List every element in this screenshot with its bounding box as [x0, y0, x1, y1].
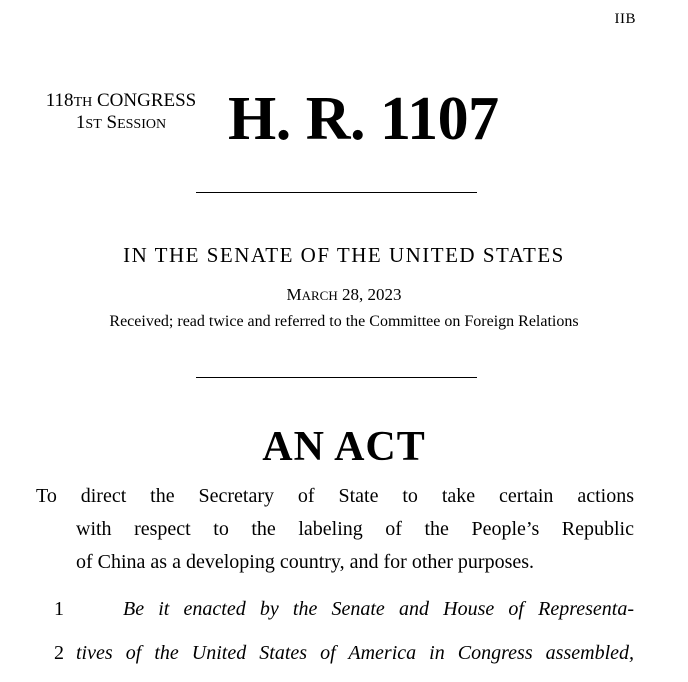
- purpose-line-1: To direct the Secretary of State to take certain actions: [36, 485, 634, 507]
- congress-number: 118: [45, 90, 74, 111]
- date-day-year: 28, 2023: [342, 285, 402, 304]
- act-title: AN ACT: [262, 424, 426, 470]
- session-number: 1: [75, 112, 86, 133]
- session-label-rest: ESSION: [117, 117, 167, 132]
- divider-top: [196, 192, 477, 193]
- congress-line: [36, 91, 206, 113]
- divider-bottom: [196, 377, 477, 378]
- line-number: 2: [54, 642, 64, 664]
- congress-session-block: [36, 91, 206, 135]
- print-code: IIB: [614, 11, 636, 27]
- purpose-line-2: with respect to the labeling of the People’s Republic: [76, 518, 634, 540]
- referral-text: Received; read twice and referred to the Committee on Foreign Relations: [109, 313, 579, 330]
- enacting-text: Be it enacted by the Senate and House of Representa-: [123, 598, 634, 620]
- purpose-line-3: of China as a developing country, and for other purposes.: [76, 551, 535, 573]
- line-number: 1: [54, 598, 64, 620]
- session-line: [36, 113, 206, 135]
- bill-number: H. R. 1107: [228, 85, 499, 153]
- session-suffix: ST: [85, 117, 102, 132]
- action-date: [0, 285, 688, 305]
- date-month-initial: M: [286, 285, 302, 304]
- enacting-text: tives of the United States of America in Congress assembled,: [76, 642, 634, 664]
- session-label-initial: S: [106, 112, 118, 133]
- congress-label: CONGRESS: [96, 90, 197, 111]
- chamber-heading: IN THE SENATE OF THE UNITED STATES: [123, 243, 565, 267]
- purpose-statement: [36, 480, 634, 579]
- congress-ordinal-suffix: TH: [73, 95, 93, 110]
- date-month-rest: ARCH: [301, 288, 338, 303]
